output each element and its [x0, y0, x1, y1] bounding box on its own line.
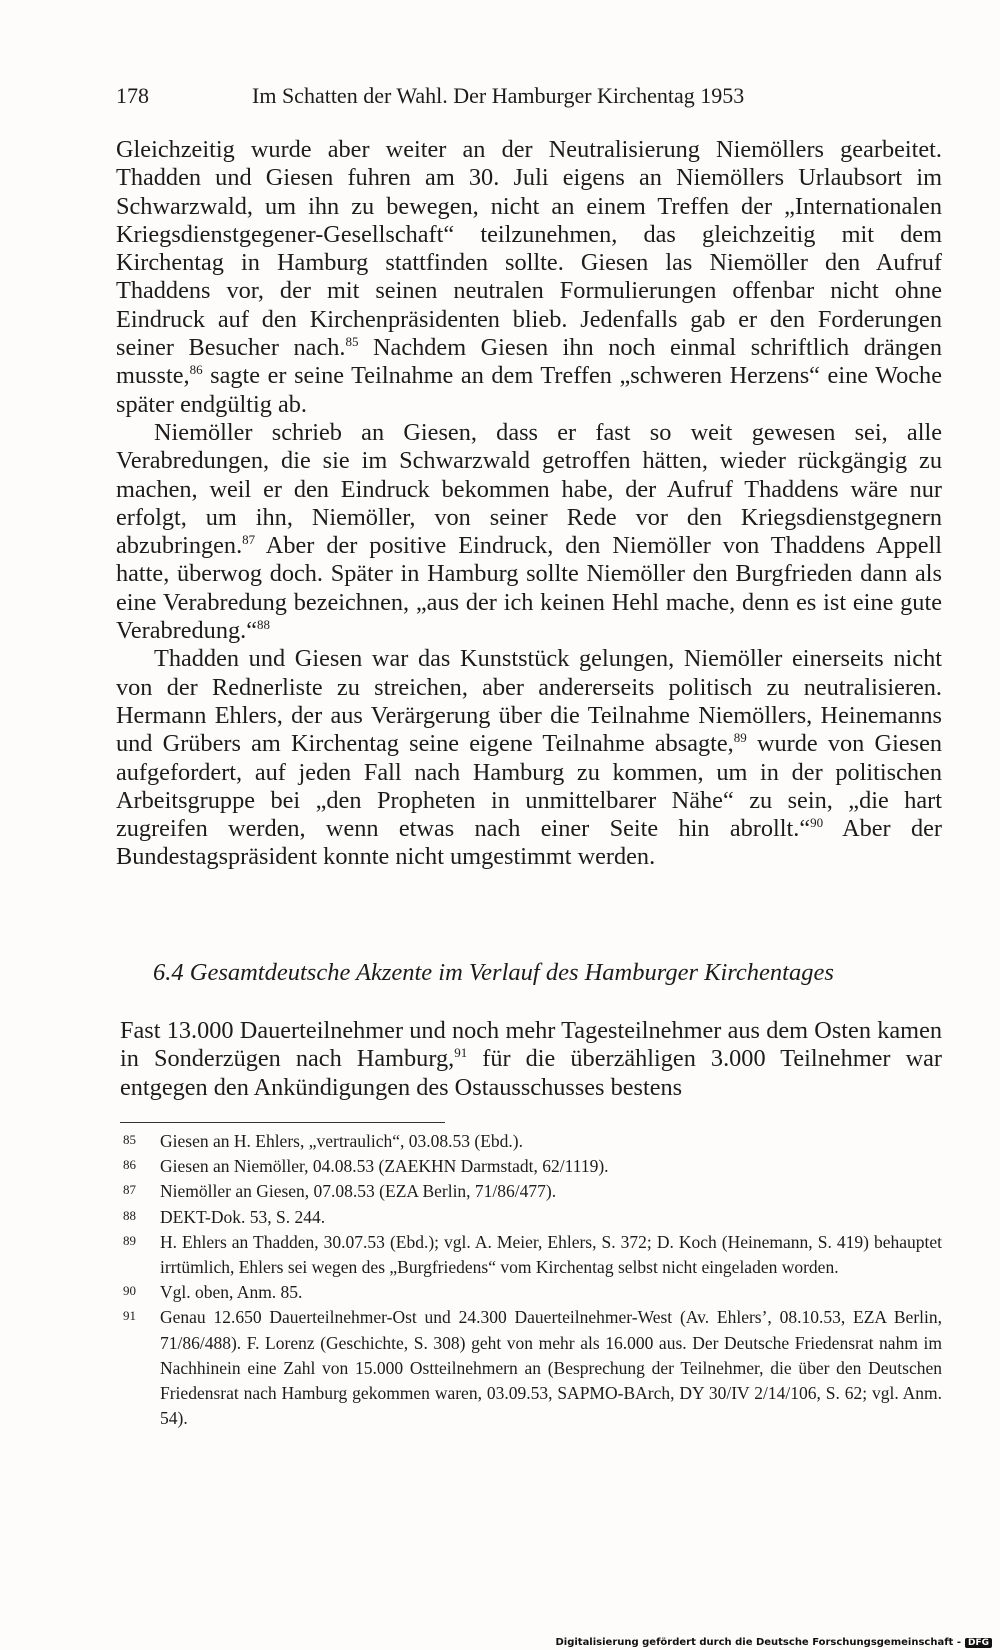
- text-run: Fast 13.000 Dauerteilnehmer und noch mehr Tagesteilnehmer aus dem Osten kamen in Sonderzügen nach Hamburg,: [120, 1017, 942, 1073]
- dfg-logo: DFG: [965, 1638, 992, 1648]
- footnote-text: DEKT-Dok. 53, S. 244.: [160, 1206, 326, 1227]
- footnote-87: [120, 1179, 942, 1204]
- text-run: Aber der positive Eindruck, den Niemöller von Thaddens Appell hatte, überwog doch. Später in Hamburg sollte Niemöller den Burgfrieden dann als eine Verabredung bezeichnen, „aus der ich keinen Hehl mache, denn es ist eine gute Verabredung.“: [116, 532, 942, 645]
- digitization-credit: [555, 1637, 992, 1648]
- text-run: Thadden und Giesen war das Kunststück gelungen, Niemöller einerseits nicht von der Rednerliste zu streichen, aber andererseits politisch zu neutralisieren. Hermann Ehlers, der aus Verärgerung über die Teilnahme Niemöllers, Heinemanns und Grübers am Kirchentag seine eigene Teilnahme absagte,: [116, 645, 942, 758]
- text-run: Niemöller schrieb an Giesen, dass er fast so weit gewesen sei, alle Verabredungen, die sie im Schwarzwald getroffen hätten, wieder rückgängig zu machen, weil er den Eindruck bekommen habe, der Aufruf Thaddens wäre nur erfolgt, um ihn, Niemöller, von seiner Rede vor den Kriegsdienstgegnern abzubringen.: [116, 418, 942, 560]
- footnotes: [120, 1129, 942, 1431]
- footnote-ref-87[interactable]: 87: [242, 532, 256, 548]
- paragraph-2: [116, 419, 942, 645]
- footnote-text: Vgl. oben, Anm. 85.: [160, 1282, 303, 1303]
- footnote-85: [120, 1129, 942, 1154]
- footnote-ref-88[interactable]: 88: [257, 617, 270, 633]
- footnote-text: Genau 12.650 Dauerteilnehmer-Ost und 24.300 Dauerteilnehmer-West (Av. Ehlers’, 08.10.53, EZA Berlin, 71/86/488). F. Lorenz (Geschichte, S. 308) geht von mehr als 16.000 aus. Der Deutsche Friedensrat nahm im Nachhinein eine Zahl von 15.000 Ostteilnehmern an (Besprechung der Teilnehmer, die über den Deutschen Friedensrat nach Hamburg gekommen waren, 03.09.53, SAPMO-BArch, DY 30/IV 2/14/106, S. 62; vgl. Anm. 54).: [160, 1307, 942, 1429]
- section-heading: 6.4 Gesamtdeutsche Akzente im Verlauf des Hamburger Kirchentages: [153, 959, 834, 986]
- footnote-rule: [120, 1122, 445, 1123]
- footnote-number: 85: [123, 1132, 136, 1147]
- footnote-89: [120, 1230, 942, 1280]
- footnote-90: [120, 1280, 942, 1305]
- footnote-ref-91[interactable]: 91: [454, 1045, 468, 1061]
- text-run: Gleichzeitig wurde aber weiter an der Neutralisierung Niemöllers gearbeitet. Thadden und Giesen fuhren am 30. Juli eigens an Niemöllers Urlaubsort im Schwarzwald, um ihn zu bewegen, nicht an einem Treffen der „Internationalen Kriegsdienstgegener-Gesellschaft“ teilzunehmen, das gleichzeitig mit dem Kirchentag in Hamburg stattfinden sollte. Giesen las Niemöller den Aufruf Thaddens vor, der mit seinen neutralen Formulierungen offenbar nicht ohne Eindruck auf den Kirchenpräsidenten blieb. Jedenfalls gab er den Forderungen seiner Besucher nach.: [116, 136, 942, 362]
- credit-text: Digitalisierung gefördert durch die Deutsche Forschungsgemeinschaft -: [555, 1637, 961, 1648]
- text-run: für die überzähligen 3.000 Teilnehmer war entgegen den Ankündigungen des Ostausschusses bestens: [120, 1045, 942, 1101]
- footnote-ref-89[interactable]: 89: [733, 730, 747, 746]
- paragraph-1: [116, 136, 942, 419]
- footnote-ref-85[interactable]: 85: [345, 334, 359, 350]
- footnote-text: Giesen an H. Ehlers, „vertraulich“, 03.08.53 (Ebd.).: [160, 1131, 524, 1151]
- text-run: sagte er seine Teilnahme an dem Treffen „schweren Herzens“ eine Woche später endgültig ab.: [116, 362, 942, 418]
- text-run: Nachdem Giesen ihn noch einmal schriftlich drängen musste,: [116, 334, 942, 390]
- footnote-ref-86[interactable]: 86: [189, 362, 203, 378]
- paragraph-3: [116, 645, 942, 871]
- footnote-text: H. Ehlers an Thadden, 30.07.53 (Ebd.); vgl. A. Meier, Ehlers, S. 372; D. Koch (Heinemann, S. 419) behauptet irrtümlich, Ehlers sei wegen des „Burgfriedens“ vom Kirchentag selbst nicht eingeladen worden.: [160, 1231, 942, 1278]
- footnote-text: Niemöller an Giesen, 07.08.53 (EZA Berlin, 71/86/477).: [160, 1181, 557, 1202]
- running-title: Im Schatten der Wahl. Der Hamburger Kirchentag 1953: [252, 83, 745, 108]
- footnote-number: 86: [123, 1157, 136, 1173]
- footnote-number: 91: [123, 1308, 136, 1324]
- footnote-number: 89: [123, 1232, 136, 1248]
- footnote-88: [120, 1205, 942, 1230]
- footnote-number: 87: [123, 1182, 136, 1198]
- section-text: [120, 1017, 942, 1102]
- main-text: [116, 136, 942, 872]
- running-header: [116, 82, 816, 110]
- paragraph-4: [120, 1017, 942, 1102]
- footnote-number: 90: [123, 1283, 136, 1299]
- footnote-86: [120, 1154, 942, 1179]
- text-run: Aber der Bundestagspräsident konnte nicht umgestimmt werden.: [116, 815, 942, 871]
- footnote-91: [120, 1305, 942, 1431]
- page-number: 178: [116, 83, 149, 108]
- text-run: wurde von Giesen aufgefordert, auf jeden Fall nach Hamburg zu kommen, um in der politischen Arbeitsgruppe bei „den Propheten in unmittelbarer Nähe“ zu sein, „die hart zugreifen werden, wenn etwas nach einer Seite hin abrollt.“: [116, 730, 943, 843]
- footnote-number: 88: [123, 1207, 136, 1223]
- footnote-ref-90[interactable]: 90: [810, 815, 824, 831]
- footnote-text: Giesen an Niemöller, 04.08.53 (ZAEKHN Darmstadt, 62/1119).: [160, 1156, 609, 1177]
